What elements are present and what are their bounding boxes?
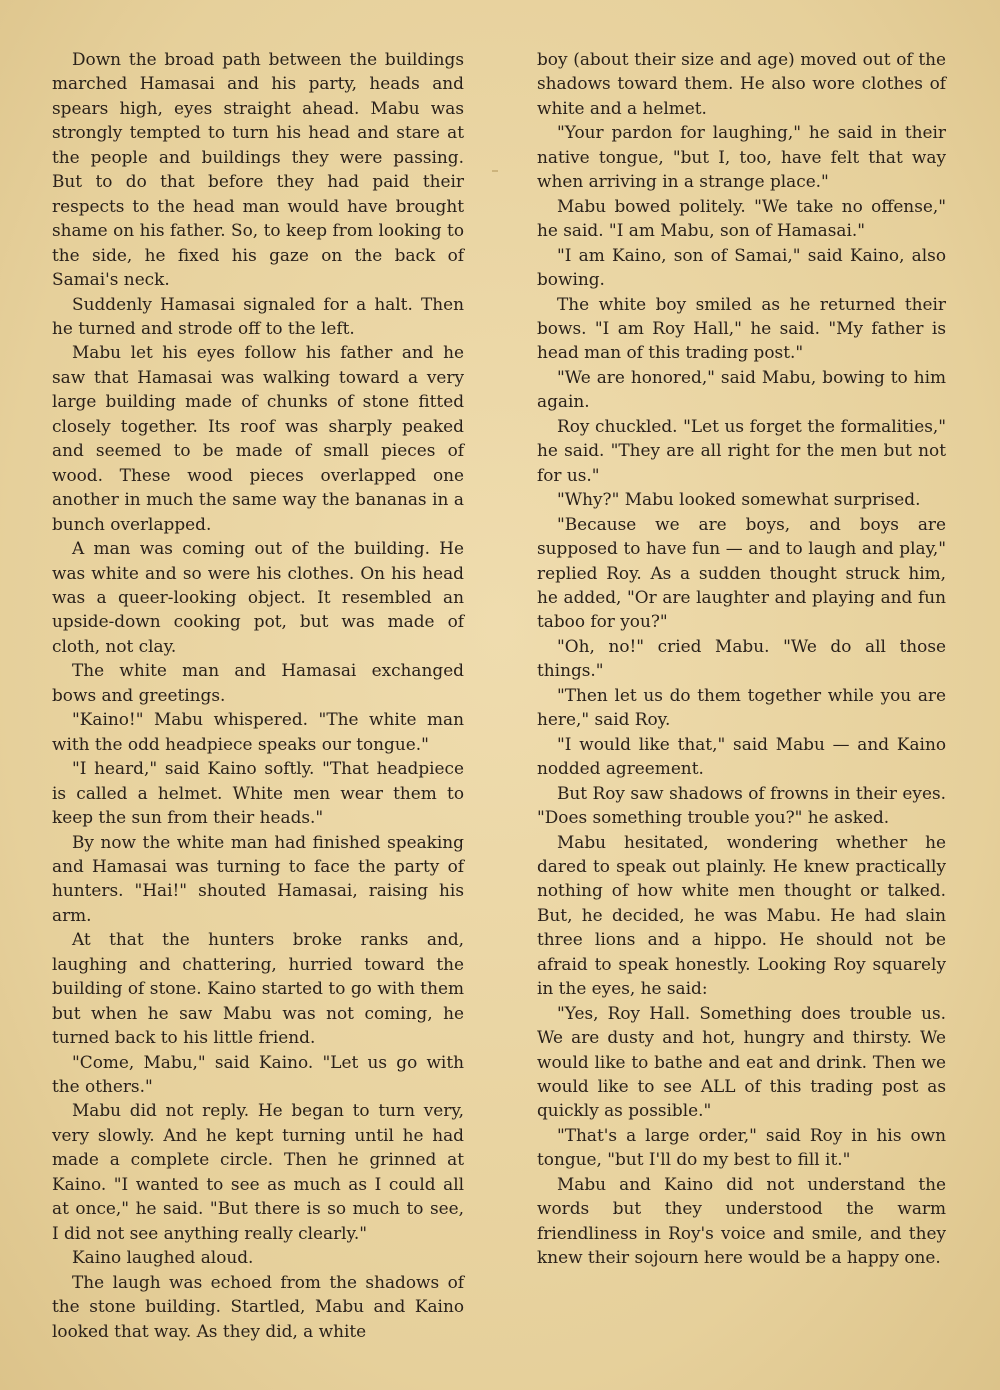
paragraph: Mabu hesitated, wondering whether he dared to speak out plainly. He knew practically nothing of how white men thought or talked. But, he decided, he was Mabu. He had slain three lions and a hippo. He should not be afraid to speak honestly. Looking Roy squarely in the eyes, he said: xyxy=(537,831,946,999)
paragraph: Mabu did not reply. He began to turn very, very slowly. And he kept turning until he had made a complete circle. Then he grinned at Kaino. "I wanted to see as much as I could all at once," he said. "But there is so much to see, I did not see anything really clearly." xyxy=(52,1100,464,1243)
paragraph: At that the hunters broke ranks and, laughing and chattering, hurried toward the building of stone. Kaino started to go with them but when he saw Mabu was not coming, he turned back to his little friend. xyxy=(52,929,464,1048)
left-column xyxy=(52,47,464,1343)
paragraph: "Then let us do them together while you are here," said Roy. xyxy=(537,684,946,730)
paragraph: "I am Kaino, son of Samai," said Kaino, also bowing. xyxy=(537,244,946,290)
paragraph: But Roy saw shadows of frowns in their eyes. "Does something trouble you?" he asked. xyxy=(537,782,946,828)
paragraph: "Why?" Mabu looked somewhat surprised. xyxy=(557,489,921,510)
right-column xyxy=(537,47,946,1270)
paragraph-continued: boy (about their size and age) moved out of the shadows toward them. He also wore clothes of white and a helmet. xyxy=(537,49,946,118)
paragraph: "Because we are boys, and boys are supposed to have fun — and to laugh and play," replied Roy. As a sudden thought struck him, he added, "Or are laughter and playing and fun taboo for you?" xyxy=(537,513,946,632)
paragraph: "That's a large order," said Roy in his own tongue, "but I'll do my best to fill it." xyxy=(537,1124,946,1170)
paragraph: Mabu bowed politely. "We take no offense," he said. "I am Mabu, son of Hamasai." xyxy=(537,195,946,241)
paragraph: "We are honored," said Mabu, bowing to him again. xyxy=(537,366,946,412)
paragraph: "Your pardon for laughing," he said in their native tongue, "but I, too, have felt that way when arriving in a strange place." xyxy=(537,122,946,192)
paragraph: "Come, Mabu," said Kaino. "Let us go with the others." xyxy=(52,1051,464,1097)
paragraph: "Kaino!" Mabu whispered. "The white man with the odd headpiece speaks our tongue." xyxy=(52,709,464,754)
paragraph: By now the white man had finished speaking and Hamasai was turning to face the party of hunters. "Hai!" shouted Hamasai, raising his arm. xyxy=(52,831,464,925)
paragraph: Kaino laughed aloud. xyxy=(72,1247,254,1268)
paragraph: "I heard," said Kaino softly. "That headpiece is called a helmet. White men wear them to keep the sun from their heads." xyxy=(52,758,464,828)
paragraph: The white boy smiled as he returned their bows. "I am Roy Hall," he said. "My father is head man of this trading post." xyxy=(537,293,946,363)
paragraph: Mabu and Kaino did not understand the words but they understood the warm friendliness in Roy's voice and smile, and they knew their sojourn here would be a happy one. xyxy=(537,1173,946,1268)
paragraph: "Yes, Roy Hall. Something does trouble us. We are dusty and hot, hungry and thirsty. We would like to bathe and eat and drink. Then we would like to see ALL of this trading post as quickly as possible." xyxy=(537,1002,946,1121)
paragraph: The white man and Hamasai exchanged bows and greetings. xyxy=(52,660,464,705)
paragraph: A man was coming out of the building. He was white and so were his clothes. On his head was a queer-looking object. It resembled an upside-down cooking pot, but was made of cloth, not clay. xyxy=(52,538,464,656)
paragraph: Down the broad path between the buildings marched Hamasai and his party, heads and spears high, eyes straight ahead. Mabu was strongly tempted to turn his head and stare at the people and buildings they were passing. But to do that before they had paid their respects to the head man would have brought shame on his father. So, to keep from looking to the side, he fixed his gaze on the back of Samai's neck. xyxy=(52,49,464,290)
paragraph: Roy chuckled. "Let us forget the formalities," he said. "They are all right for the men but not for us." xyxy=(537,415,946,485)
paragraph: "I would like that," said Mabu — and Kaino nodded agreement. xyxy=(537,733,946,779)
paragraph: Mabu let his eyes follow his father and he saw that Hamasai was walking toward a very large building made of chunks of stone fitted closely together. Its roof was sharply peaked and seemed to be made of small pieces of wood. These wood pieces overlapped one another in much the same way the bananas in a bunch overlapped. xyxy=(52,342,464,534)
paragraph: Suddenly Hamasai signaled for a halt. Then he turned and strode off to the left. xyxy=(52,293,464,338)
paragraph: The laugh was echoed from the shadows of the stone building. Startled, Mabu and Kaino looked that way. As they did, a white xyxy=(52,1271,464,1341)
paper-speck xyxy=(492,170,498,172)
paragraph: "Oh, no!" cried Mabu. "We do all those things." xyxy=(537,635,946,681)
